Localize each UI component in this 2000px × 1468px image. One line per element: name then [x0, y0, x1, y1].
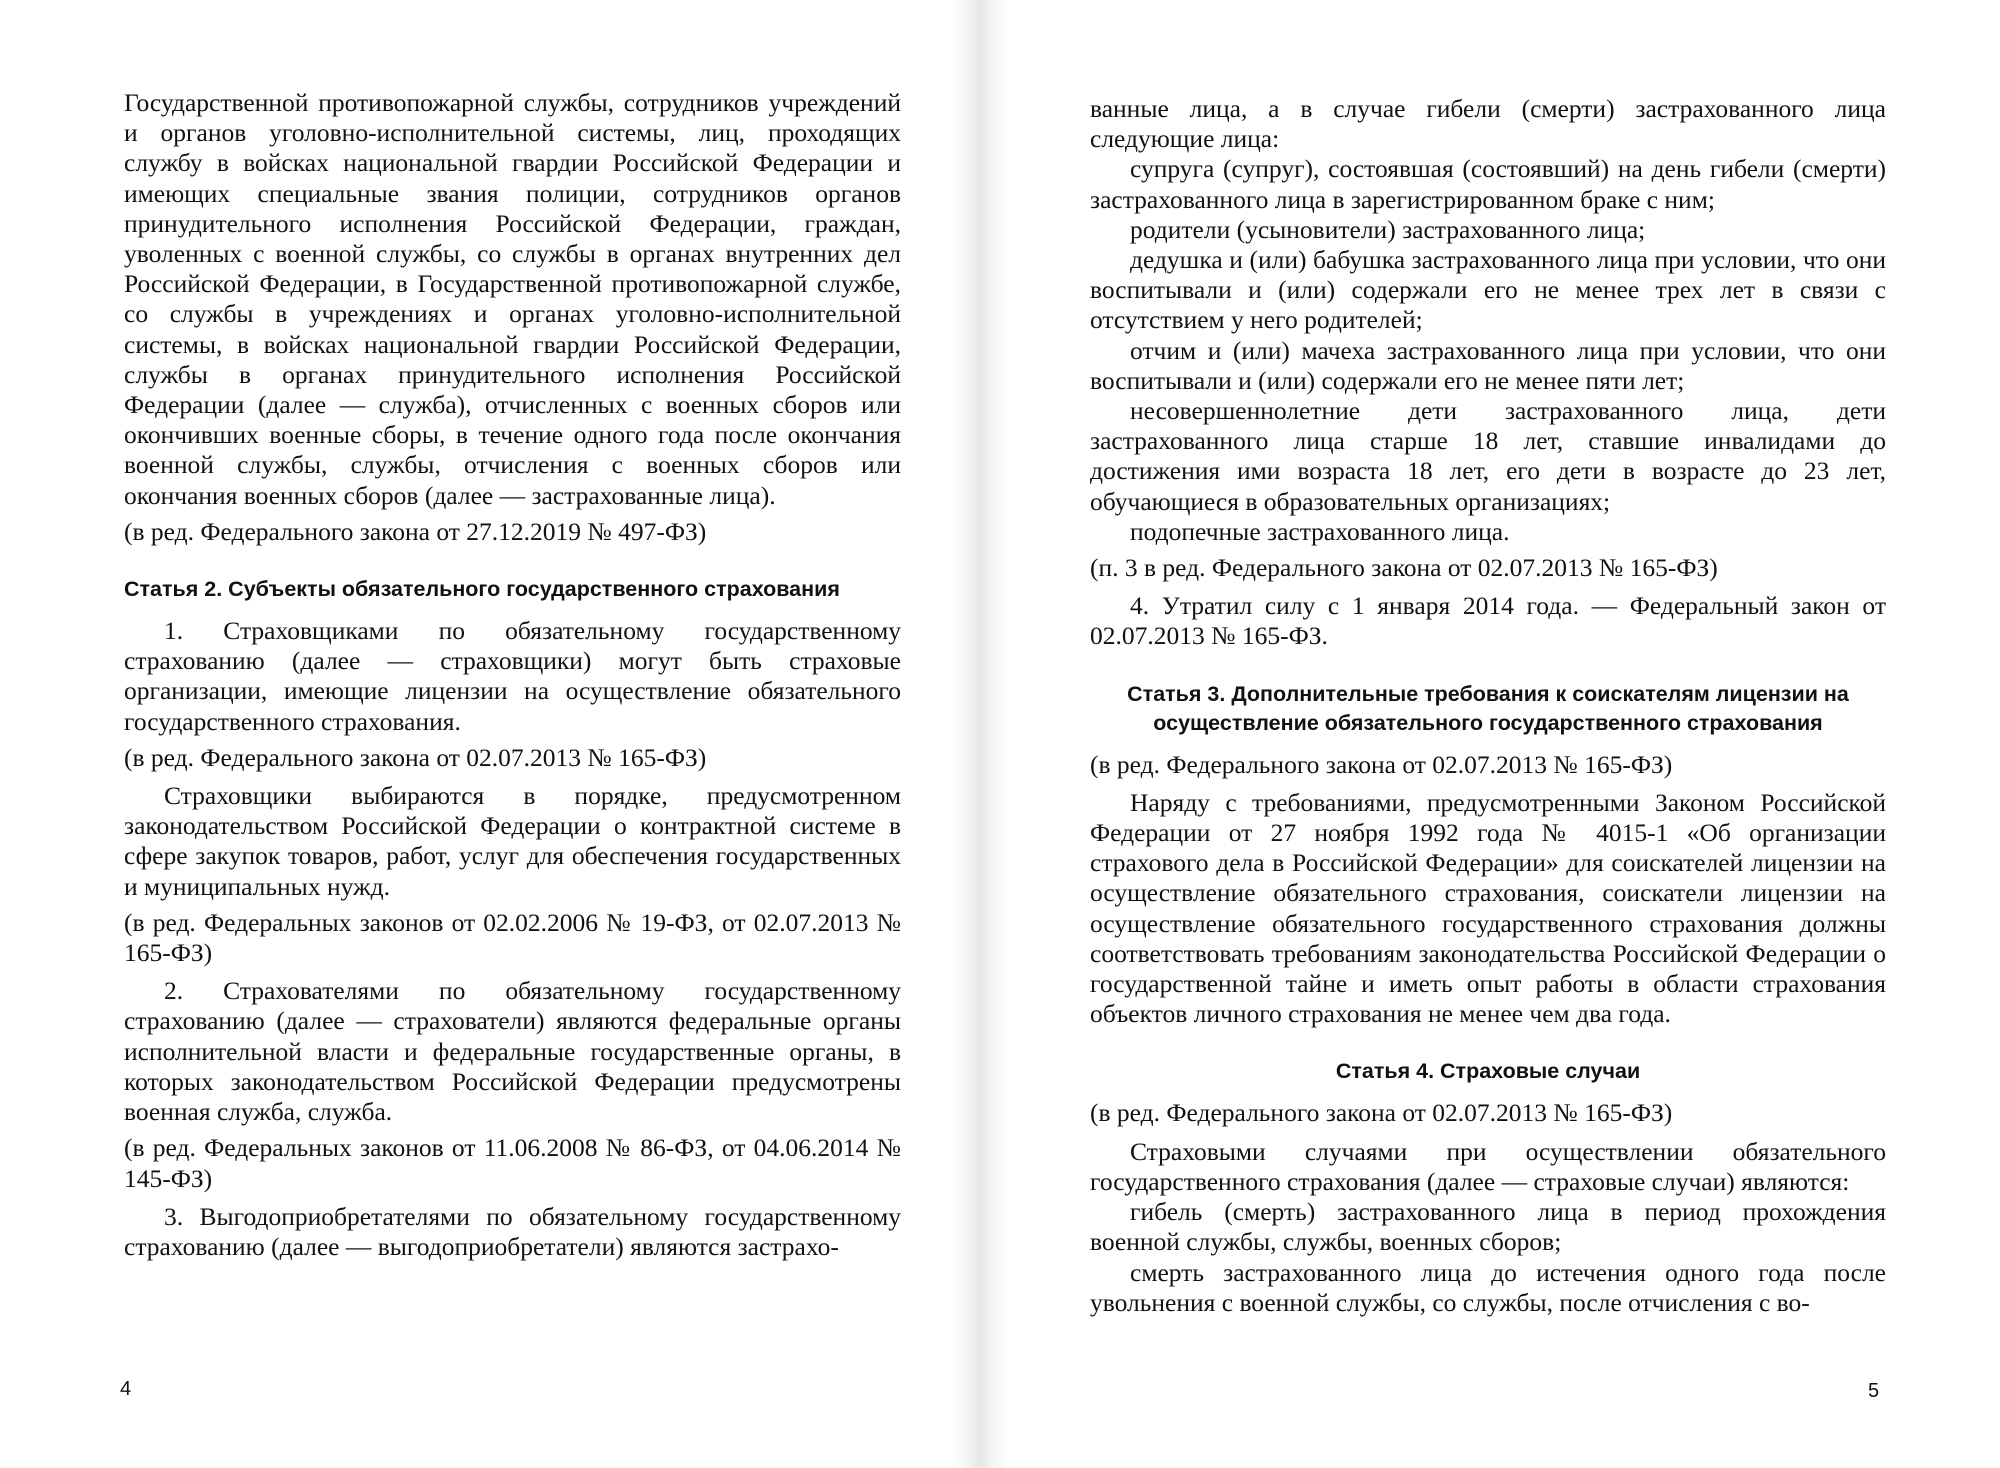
amendment-note: (в ред. Федерального закона от 02.07.2013 № 165-ФЗ) [124, 742, 707, 772]
beneficiary-item: дедушка и (или) бабушка застрахованного лица при условии, что они воспитывали и (или) содержали его не менее трех лет в связи с отсутствием у него родителей; [1090, 245, 1886, 335]
beneficiary-item: супруга (супруг), состоявшая (состоявший) на день гибели (смерти) застрахованного лица в зарегистрированном браке с ним; [1090, 154, 1886, 214]
book-gutter [952, 0, 1008, 1468]
left-page-text [124, 88, 901, 1262]
beneficiary-item: родители (усыновители) застрахованного лица; [1130, 214, 1646, 244]
amendment-note: (в ред. Федеральных законов от 02.02.2006 № 19-ФЗ, от 02.07.2013 № 165-ФЗ) [124, 907, 901, 968]
amendment-note: (в ред. Федерального закона от 27.12.2019 № 497-ФЗ) [124, 516, 707, 546]
page-number: 4 [120, 1378, 132, 1400]
article-4-heading: Статья 4. Страховые случаи [1335, 1059, 1641, 1084]
amendment-note: (в ред. Федерального закона от 02.07.2013 № 165-ФЗ) [1090, 749, 1673, 779]
amendment-note: (п. 3 в ред. Федерального закона от 02.07.2013 № 165-ФЗ) [1090, 553, 1718, 583]
beneficiary-item: подопечные застрахованного лица. [1130, 516, 1510, 546]
amendment-note: (в ред. Федеральных законов от 11.06.2008 № 86-ФЗ, от 04.06.2014 № 145-ФЗ) [124, 1133, 901, 1193]
insured-event-item: гибель (смерть) застрахованного лица в период прохождения военной службы, службы, военных сборов; [1090, 1197, 1886, 1257]
page-number: 5 [1868, 1380, 1880, 1402]
article-2-paragraph-1b: Страховщики выбираются в порядке, предусмотренном законодательством Российской Федерации о контрактной системе в сфере закупок товаров, работ, услуг для обеспечения государственных и муниципальных нужд. [124, 781, 901, 901]
continuation-paragraph: ванные лица, а в случае гибели (смерти) застрахованного лица следующие лица: [1090, 94, 1886, 154]
article-2-heading: Статья 2. Субъекты обязательного государственного страхования [124, 577, 840, 602]
left-page [0, 0, 952, 1468]
article-2-paragraph-3: 3. Выгодоприобретателями по обязательному государственному страхованию (далее — выгодоприобретатели) являются застрахо- [124, 1201, 901, 1261]
amendment-note: (в ред. Федерального закона от 02.07.2013 № 165-ФЗ) [1090, 1098, 1673, 1128]
article-3-paragraph: Наряду с требованиями, предусмотренными Законом Российской Федерации от 27 ноября 1992 года № 4015-1 «Об организации страхового дела в Российской Федерации» для соискателей лицензии на осуществление обязательного страхования, соискатели лицензии на осуществление обязательного государственного страхования должны соответствовать требованиям законодательства Российской Федерации о государственной тайне и иметь опыт работы в области страхования объектов личного страхования не менее чем два года. [1090, 787, 1886, 1029]
right-page-text [1090, 94, 1886, 1318]
article-3-heading: Статья 3. Дополнительные требования к соискателям лицензии на осуществление обязательного государственного страхования [1127, 681, 1849, 735]
opening-paragraph: Государственной противопожарной службы, сотрудников учреждений и органов уголовно-исполнительной системы, лиц, проходящих службу в войсках национальной гвардии Российской Федерации и имеющих специальные звания полиции, сотрудников органов принудительного исполнения Российской Федерации, граждан, уволенных с военной службы, со службы в органах внутренних дел Российской Федерации, в Государственной противопожарной службе, со службы в учреждениях и органах уголовно-исполнительной системы, в войсках национальной гвардии Российской Федерации, службы в органах принудительного исполнения Российской Федерации (далее — служба), отчисленных с военных сборов или окончивших военные сборы, в течение одного года после окончания военной службы, службы, отчисления с военных сборов или окончания военных сборов (далее — застрахованные лица). [124, 88, 901, 510]
insured-event-item: смерть застрахованного лица до истечения одного года после увольнения с военной службы, со службы, после отчисления с во- [1090, 1257, 1886, 1317]
article-2-paragraph-4: 4. Утратил силу с 1 января 2014 года. — Федеральный закон от 02.07.2013 № 165-ФЗ. [1090, 591, 1886, 651]
beneficiary-item: отчим и (или) мачеха застрахованного лица при условии, что они воспитывали и (или) содержали его не менее пяти лет; [1090, 335, 1886, 395]
article-2-paragraph-2: 2. Страхователями по обязательному государственному страхованию (далее — страхователи) являются федеральные органы исполнительной власти и федеральные государственные органы, в которых законодательством Российской Федерации предусмотрены военная служба, служба. [124, 976, 901, 1127]
beneficiary-item: несовершеннолетние дети застрахованного лица, дети застрахованного лица старше 18 лет, ставшие инвалидами до достижения ими возраста 18 лет, его дети в возрасте до 23 лет, обучающиеся в образовательных организациях; [1090, 396, 1886, 516]
article-4-intro: Страховыми случаями при осуществлении обязательного государственного страхования (далее — страховые случаи) являются: [1090, 1136, 1886, 1196]
article-2-paragraph-1: 1. Страховщиками по обязательному государственному страхованию (далее — страховщики) могут быть страховые организации, имеющие лицензии на осуществление обязательного государственного страхования. [124, 616, 901, 736]
right-page [1008, 0, 2000, 1468]
